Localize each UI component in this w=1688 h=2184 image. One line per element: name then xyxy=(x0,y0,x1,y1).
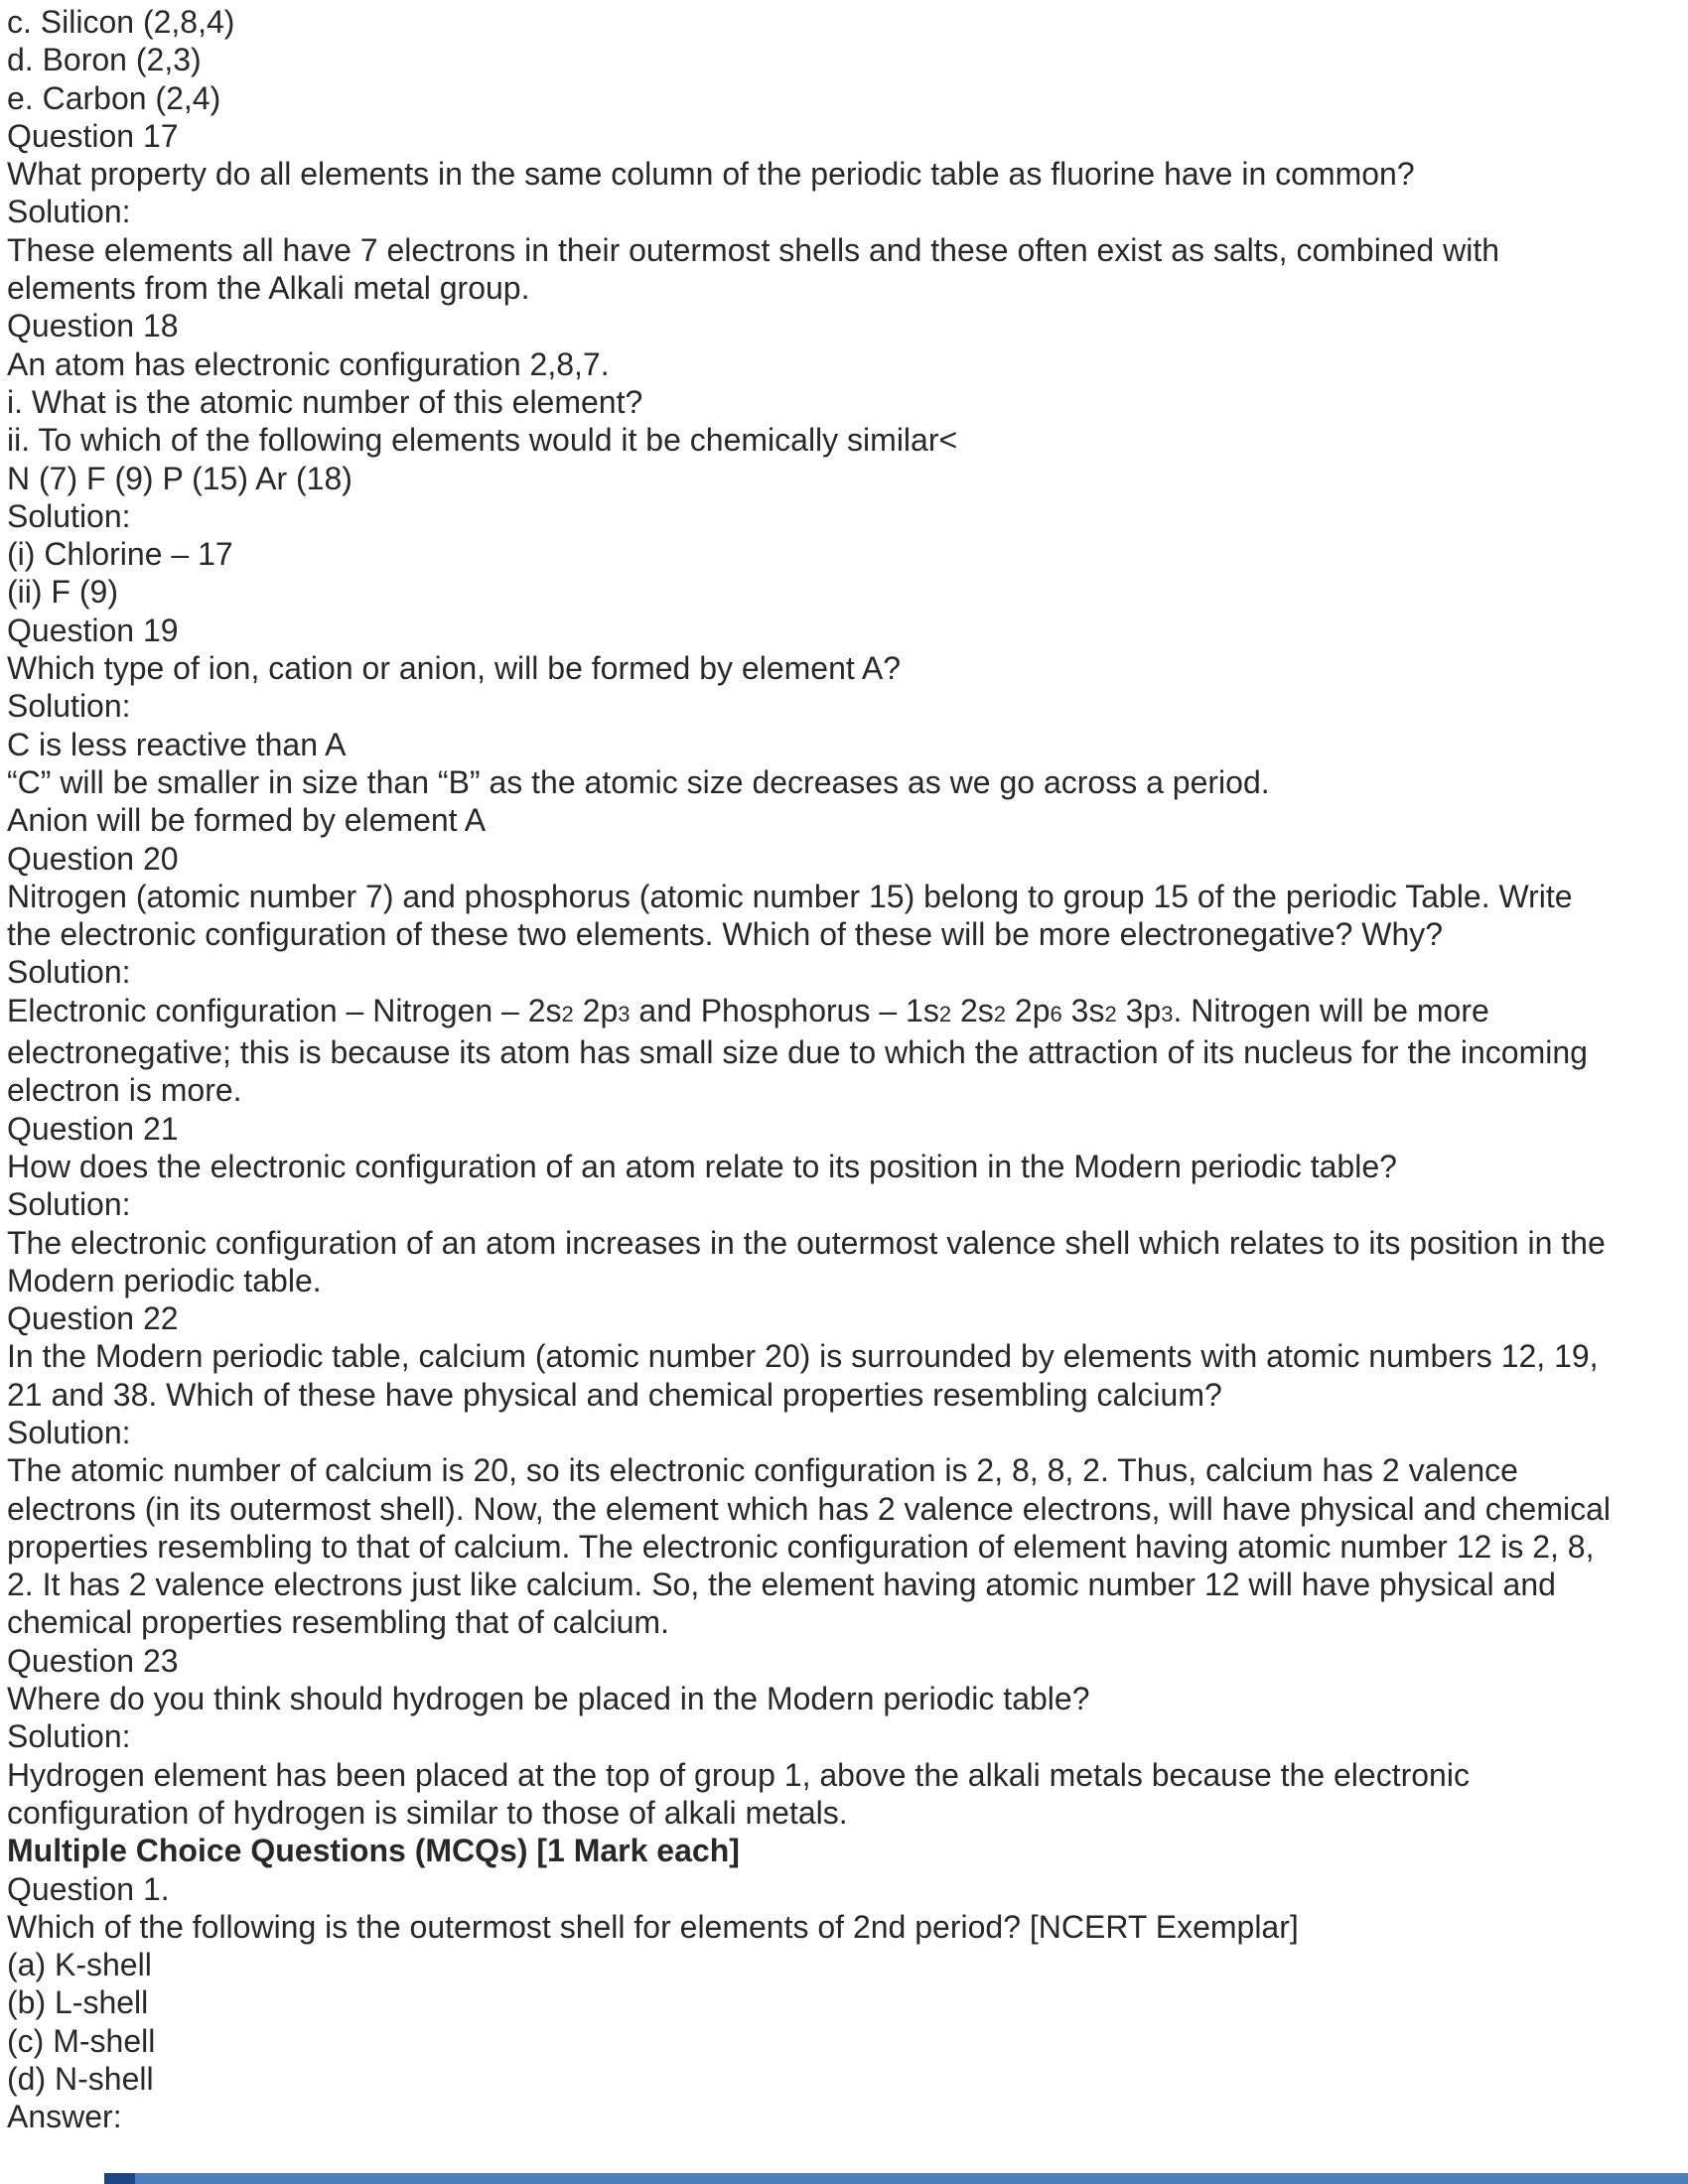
text-line: An atom has electronic configuration 2,8,7. xyxy=(7,345,610,382)
text-line: Where do you think should hydrogen be placed in the Modern periodic table? xyxy=(7,1681,1090,1717)
text-line: i. What is the atomic number of this element? xyxy=(7,383,643,420)
text-line: Question 22 xyxy=(7,1300,179,1337)
text-line: Anion will be formed by element A xyxy=(7,802,487,839)
text-run: . Nitrogen will be more xyxy=(1173,992,1489,1028)
text-line: c. Silicon (2,8,4) xyxy=(7,4,235,40)
text-line: The atomic number of calcium is 20, so its electronic configuration is 2, 8, 8, 2. Thus, calcium has 2 valence xyxy=(7,1452,1518,1489)
subscript-run: 2 xyxy=(938,1001,952,1026)
text-line: electronegative; this is because its atom has small size due to which the attraction of its nucleus for the incoming xyxy=(7,1034,1588,1071)
text-line: (i) Chlorine – 17 xyxy=(7,536,233,573)
text-run: Electronic configuration – Nitrogen – 2s xyxy=(7,992,562,1028)
text-line: Solution: xyxy=(7,1718,131,1755)
text-line: Which type of ion, cation or anion, will be formed by element A? xyxy=(7,650,902,687)
text-line: The electronic configuration of an atom increases in the outermost valence shell which relates to its position in the xyxy=(7,1224,1606,1261)
text-line: (d) N-shell xyxy=(7,2061,154,2098)
text-line: What property do all elements in the same column of the periodic table as fluorine have in common? xyxy=(7,156,1415,193)
bottom-blue-bar xyxy=(104,2173,1688,2184)
subscript-run: 6 xyxy=(1050,1001,1062,1026)
text-line: d. Boron (2,3) xyxy=(7,42,202,78)
text-line: “C” will be smaller in size than “B” as the atomic size decreases as we go across a period. xyxy=(7,763,1270,800)
subscript-run: 3 xyxy=(618,1001,631,1026)
text-line: Question 20 xyxy=(7,840,179,877)
text-run: and Phosphorus – 1s xyxy=(630,992,939,1028)
text-line: Question 21 xyxy=(7,1110,179,1147)
text-run: 3s xyxy=(1061,992,1105,1028)
text-line: Modern periodic table. xyxy=(7,1262,322,1298)
text-line: Solution: xyxy=(7,1186,131,1223)
subscript-run: 2 xyxy=(561,1001,574,1026)
text-line: ii. To which of the following elements would it be chemically similar< xyxy=(7,422,958,459)
text-line: Answer: xyxy=(7,2099,122,2135)
text-run: 2p xyxy=(573,992,619,1028)
text-line: Solution: xyxy=(7,954,131,991)
text-line: Question 23 xyxy=(7,1642,179,1679)
text-line: Question 18 xyxy=(7,308,179,344)
text-line: the electronic configuration of these two elements. Which of these will be more electronegative? Why? xyxy=(7,916,1444,953)
section-heading: Multiple Choice Questions (MCQs) [1 Mark each] xyxy=(7,1833,740,1869)
text-line: configuration of hydrogen is similar to those of alkali metals. xyxy=(7,1794,848,1831)
text-line: These elements all have 7 electrons in their outermost shells and these often exist as salts, combined with xyxy=(7,231,1499,268)
text-line: Solution: xyxy=(7,497,131,534)
text-line: (ii) F (9) xyxy=(7,574,118,611)
text-line: Solution: xyxy=(7,1414,131,1450)
text-line: In the Modern periodic table, calcium (atomic number 20) is surrounded by elements with atomic numbers 12, 19, xyxy=(7,1338,1599,1375)
text-run: 2p xyxy=(1006,992,1051,1028)
text-line: Question 1. xyxy=(7,1870,170,1907)
text-line: Solution: xyxy=(7,688,131,725)
text-line: (a) K-shell xyxy=(7,1947,152,1983)
text-run: 2s xyxy=(951,992,994,1028)
text-line: Nitrogen (atomic number 7) and phosphorus (atomic number 15) belong to group 15 of the periodic Table. Write xyxy=(7,878,1573,914)
text-line: C is less reactive than A xyxy=(7,726,347,762)
subscript-run: 2 xyxy=(1104,1001,1117,1026)
text-line: electrons (in its outermost shell). Now, the element which has 2 valence electrons, will have physical and chemical xyxy=(7,1490,1611,1527)
text-line: Which of the following is the outermost shell for elements of 2nd period? [NCERT Exemplar] xyxy=(7,1908,1299,1945)
text-line: e. Carbon (2,4) xyxy=(7,79,221,116)
text-line: 21 and 38. Which of these have physical and chemical properties resembling calcium? xyxy=(7,1376,1222,1413)
text-line: properties resembling to that of calcium. The electronic configuration of element having atomic number 12 is 2, 8, xyxy=(7,1528,1595,1565)
text-line: (b) L-shell xyxy=(7,1984,149,2021)
text-line: elements from the Alkali metal group. xyxy=(7,270,530,307)
text-run: 3p xyxy=(1116,992,1162,1028)
subscript-run: 3 xyxy=(1161,1001,1174,1026)
text-line: electron is more. xyxy=(7,1072,242,1109)
text-line: How does the electronic configuration of an atom relate to its position in the Modern periodic table? xyxy=(7,1148,1397,1184)
text-line: (c) M-shell xyxy=(7,2022,156,2059)
text-line: Hydrogen element has been placed at the top of group 1, above the alkali metals because the electronic xyxy=(7,1756,1470,1793)
text-line xyxy=(7,992,1678,1033)
text-line: Solution: xyxy=(7,194,131,230)
subscript-run: 2 xyxy=(993,1001,1007,1026)
text-line: 2. It has 2 valence electrons just like calcium. So, the element having atomic number 12 will have physical and xyxy=(7,1567,1556,1603)
text-line: N (7) F (9) P (15) Ar (18) xyxy=(7,460,352,496)
bottom-bar-accent-block xyxy=(104,2173,135,2184)
text-line: chemical properties resembling that of calcium. xyxy=(7,1604,669,1641)
text-line: Question 19 xyxy=(7,612,179,648)
text-line: Question 17 xyxy=(7,117,179,154)
